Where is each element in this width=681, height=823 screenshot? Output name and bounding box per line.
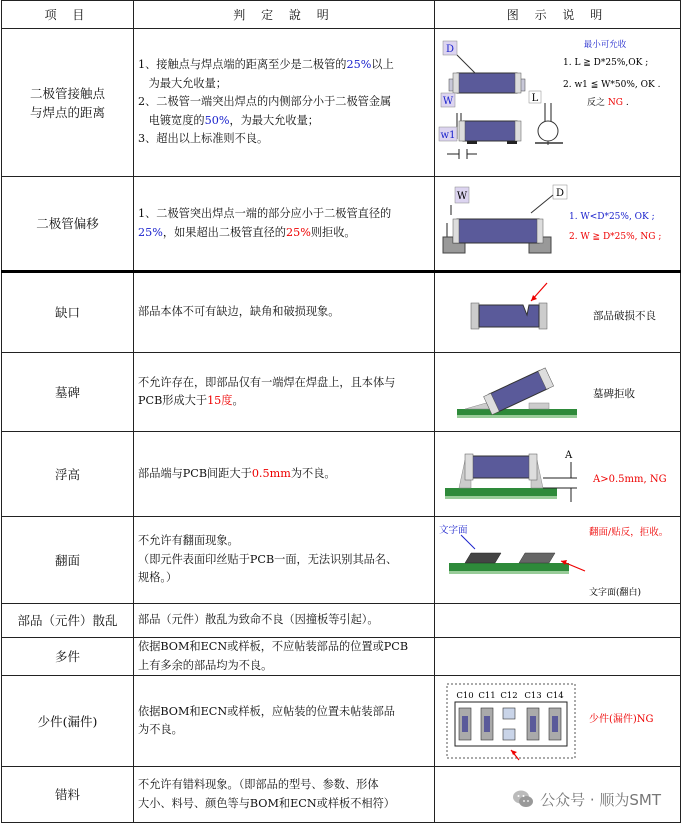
criteria-line [138, 112, 426, 131]
item-name-line: 与焊点的距离 [29, 104, 105, 120]
label-W: W [456, 191, 468, 202]
row-figure [435, 177, 681, 272]
table-row [2, 177, 681, 272]
label-L: L [531, 93, 539, 104]
label-D: D [555, 188, 565, 199]
criteria-line [138, 56, 426, 75]
note-2: 2. W ≧ D*25%, NG ; [569, 232, 662, 242]
item-name-line: 二极管偏移 [36, 216, 99, 231]
ref-c10: C10 [456, 691, 474, 701]
figure-label: A>0.5mm, NG [593, 474, 667, 485]
row-figure [435, 604, 681, 638]
inspection-table [1, 0, 681, 823]
note-1: 1. W<D*25%, OK ; [569, 212, 655, 222]
row-criteria [134, 432, 435, 517]
label-flipped: 文字面(翻白) [589, 588, 642, 598]
figure-label: 部品破损不良 [593, 310, 656, 322]
label-W: W [442, 96, 454, 107]
criteria-line [138, 551, 426, 570]
criteria-line [138, 303, 426, 322]
criteria-segment: PCB形成大于 [138, 394, 208, 407]
criteria-segment: 50% [204, 113, 230, 127]
row-item [2, 29, 134, 177]
criteria-line [138, 703, 426, 722]
figure-label: 墓碑拒收 [593, 388, 635, 400]
criteria-segment: 1、接触点与焊点端的距离至少是二极管的 [138, 58, 347, 72]
tombstone-figure [435, 353, 681, 431]
criteria-line [138, 569, 426, 588]
item-name-line: 多件 [54, 649, 80, 664]
item-name-line: 翻面 [54, 552, 80, 568]
figure-label: 翻面/贴反，拒收。 [589, 527, 669, 538]
table-row [2, 432, 681, 517]
criteria-segment: 则拒收。 [310, 225, 356, 239]
note-3: 反之 NG . [587, 98, 629, 108]
row-criteria [134, 767, 435, 823]
item-name-line: 二极管接触点 [29, 85, 105, 101]
criteria-segment: 15度 [207, 394, 233, 407]
watermark-text: 公众号 · 顺为SMT [540, 790, 661, 809]
criteria-segment: （即元件表面印丝贴于PCB一面，无法识别其品名、 [138, 552, 398, 566]
criteria-segment: 25% [138, 225, 163, 239]
chip-crack-figure [435, 273, 681, 352]
ref-c13: C13 [524, 691, 542, 701]
row-item [2, 767, 134, 823]
missing-part-figure [435, 676, 681, 766]
diode-offset-figure [435, 177, 681, 270]
item-name-line: 少件(漏件) [37, 713, 98, 729]
criteria-line [138, 776, 426, 795]
criteria-segment: 依据BOM和ECN或样板，应帖装的位置未帖装部品 [138, 704, 395, 718]
note-1: 1. L ≧ D*25%,OK ; [563, 58, 649, 68]
row-criteria [134, 517, 435, 604]
label-text-face: 文字面 [439, 525, 468, 536]
criteria-line [138, 205, 426, 224]
flipped-part-figure [435, 517, 681, 603]
criteria-segment: 2、二极管一端突出焊点的内侧部分小于二极管金属 [138, 95, 392, 109]
criteria-line [138, 638, 426, 657]
row-figure [435, 676, 681, 767]
row-criteria [134, 353, 435, 432]
header-row [2, 1, 681, 29]
row-criteria [134, 604, 435, 638]
criteria-line [138, 465, 426, 484]
item-name-line: 浮高 [54, 466, 80, 482]
criteria-segment: ，如果超出二极管直径的 [162, 225, 286, 239]
row-item [2, 638, 134, 676]
watermark [512, 788, 661, 810]
criteria-segment: 为不良。 [138, 723, 183, 736]
figure-label: 少件(漏件)NG [589, 714, 654, 725]
criteria-segment: 为最大允收量； [138, 76, 227, 90]
criteria-segment: 3、超出以上标准则不良。 [138, 132, 269, 146]
label-A: A [565, 450, 573, 461]
criteria-line [138, 795, 426, 814]
note-2: 2. w1 ≦ W*50%, OK . [563, 80, 661, 90]
criteria-segment: 部品端与PCB间距大于 [138, 466, 252, 480]
item-name-line: 缺口 [54, 305, 80, 320]
row-item [2, 353, 134, 432]
row-criteria [134, 638, 435, 676]
wechat-icon [512, 788, 534, 810]
header-criteria: 判 定 說 明 [134, 1, 435, 29]
table-row [2, 272, 681, 353]
ref-c12: C12 [500, 691, 518, 701]
row-criteria [134, 29, 435, 177]
ref-c14: C14 [546, 691, 564, 701]
row-item [2, 676, 134, 767]
criteria-line [138, 75, 426, 94]
row-figure [435, 517, 681, 604]
table-row [2, 604, 681, 638]
criteria-line [138, 657, 426, 676]
criteria-line [138, 611, 426, 630]
criteria-segment: 部品本体不可有缺边，缺角和破损现象。 [138, 305, 340, 319]
criteria-segment: 以上 [371, 58, 394, 72]
criteria-segment: 不允许有翻面现象。 [138, 534, 239, 548]
row-figure [435, 353, 681, 432]
criteria-segment: ，为最大允收量； [229, 113, 319, 127]
row-figure [435, 432, 681, 517]
criteria-segment: 为不良。 [290, 466, 336, 480]
row-criteria [134, 177, 435, 272]
criteria-segment: 上有多余的部品均为不良。 [138, 658, 273, 672]
criteria-segment: 部品（元件）散乱为致命不良（因撞板等引起）。 [138, 613, 379, 627]
header-illustration: 图 示 说 明 [435, 1, 681, 29]
criteria-segment: 25% [285, 225, 311, 239]
row-item [2, 517, 134, 604]
row-criteria [134, 676, 435, 767]
row-criteria [134, 272, 435, 353]
criteria-line [138, 392, 426, 411]
criteria-segment: 大小、料号、颜色等与BOM和ECN或样板不相符） [138, 796, 395, 810]
criteria-segment: 1、二极管突出焊点一端的部分应小于二极管直径的 [138, 207, 392, 220]
label-w1: w1 [440, 130, 456, 141]
row-figure [435, 29, 681, 177]
criteria-segment: 不允许有错料现象。（即部品的型号、参数、形体 [138, 778, 379, 791]
table-row [2, 517, 681, 604]
item-name-line: 墓碑 [54, 384, 80, 400]
criteria-segment: 不允许存在，即部品仅有一端焊在焊盘上，且本体与 [138, 375, 396, 389]
criteria-segment: 依据BOM和ECN或样板，不应帖装部品的位置或PCB [138, 640, 409, 653]
criteria-segment: 。 [232, 394, 244, 407]
row-item [2, 272, 134, 353]
criteria-segment: 25% [346, 58, 372, 72]
criteria-segment: 电镀宽度的 [138, 113, 205, 127]
header-item: 项 目 [2, 1, 134, 29]
item-name-line: 部品（元件）散乱 [17, 613, 118, 628]
label-D: D [445, 44, 455, 55]
table-row [2, 638, 681, 676]
item-name-line: 错料 [54, 787, 80, 802]
ref-c11: C11 [478, 691, 496, 701]
criteria-line [138, 224, 426, 243]
criteria-line [138, 532, 426, 551]
floating-figure [435, 432, 681, 516]
diode-distance-figure [435, 29, 681, 176]
table-row [2, 29, 681, 177]
criteria-line [138, 374, 426, 393]
row-figure [435, 272, 681, 353]
criteria-line [138, 721, 426, 740]
row-figure [435, 638, 681, 676]
table-row [2, 676, 681, 767]
criteria-segment: 规格。） [138, 571, 178, 585]
criteria-segment: 0.5mm [251, 466, 291, 480]
criteria-line [138, 130, 426, 149]
row-item [2, 177, 134, 272]
row-item [2, 604, 134, 638]
row-item [2, 432, 134, 517]
note-title: 最小可允收 [583, 40, 627, 50]
criteria-line [138, 93, 426, 112]
table-row [2, 353, 681, 432]
